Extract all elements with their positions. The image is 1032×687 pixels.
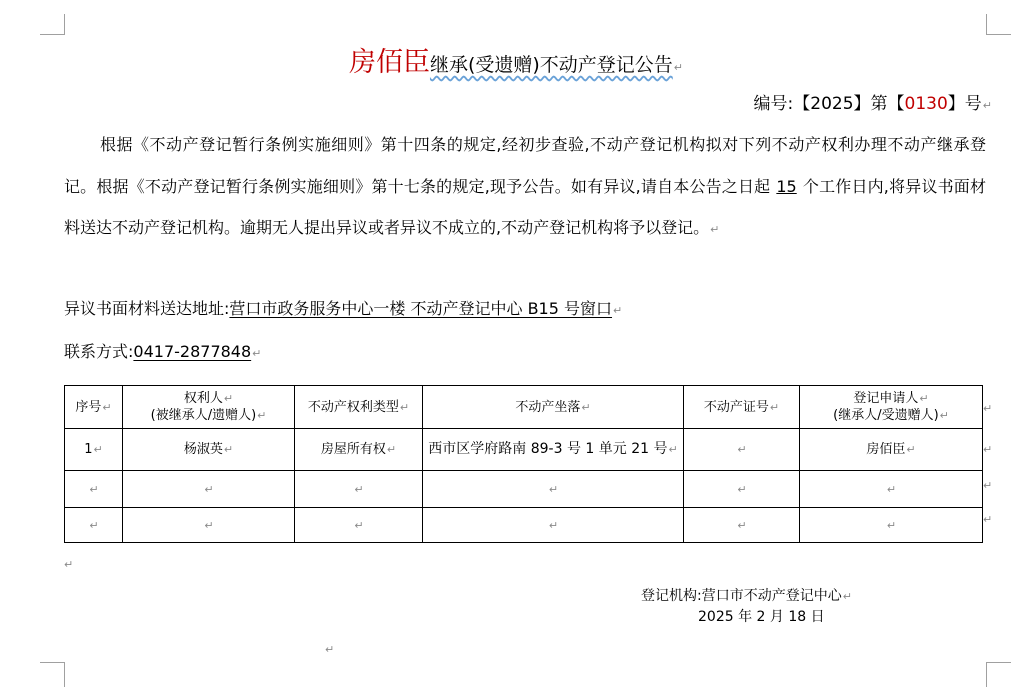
- address-value: 营口市政务服务中心一楼 不动产登记中心 B15 号窗口: [229, 299, 613, 318]
- header-cert-no: 不动产证号↵: [684, 386, 800, 429]
- header-owner: 权利人↵ (被继承人/遗赠人)↵: [123, 386, 295, 429]
- paragraph-mark-icon: ↵: [982, 99, 992, 112]
- table-row: [65, 429, 983, 471]
- contact-label: 联系方式:: [64, 342, 134, 361]
- serial-number: 编号:【2025】第【0130】号↵: [753, 94, 992, 114]
- paragraph-mark-icon: ↵: [673, 61, 684, 74]
- header-right-type: 不动产权利类型↵: [295, 386, 423, 429]
- contact-info: [64, 339, 261, 362]
- title-name: 房佰臣: [348, 47, 430, 78]
- paragraph-mark-icon: ↵: [710, 223, 720, 236]
- row-right-type: 房屋所有权↵: [295, 429, 423, 471]
- crop-mark-bottom-right: [986, 662, 1011, 687]
- row-end-mark-icon: ↵: [983, 479, 993, 492]
- row-cert-no: ↵: [684, 429, 800, 471]
- row-end-mark-icon: ↵: [983, 402, 993, 415]
- row-end-mark-icon: ↵: [983, 513, 993, 526]
- crop-mark-bottom-left: [40, 662, 65, 687]
- row-index: 1↵: [65, 429, 123, 471]
- table-row-empty: ↵ ↵ ↵ ↵ ↵ ↵: [65, 508, 983, 543]
- document-title: [0, 40, 1032, 79]
- table-header-row: [65, 386, 983, 429]
- table-row-empty: ↵ ↵ ↵ ↵ ↵ ↵: [65, 471, 983, 508]
- header-index: 序号↵: [65, 386, 123, 429]
- crop-mark-top-right: [986, 14, 1011, 35]
- row-end-mark-icon: ↵: [983, 443, 993, 456]
- address-label: 异议书面材料送达地址:: [64, 299, 230, 318]
- row-owner: 杨淑英↵: [123, 429, 295, 471]
- row-location: 西市区学府路南 89-3 号 1 单元 21 号↵: [423, 429, 684, 471]
- paragraph-mark-icon: ↵: [64, 558, 74, 571]
- crop-mark-top-left: [40, 14, 65, 35]
- serial-number-value: 0130: [904, 94, 948, 114]
- paragraph-mark-icon: ↵: [325, 643, 335, 656]
- announcement-date: 2025 年 2 月 18 日: [698, 609, 825, 625]
- title-text: 继承(受遗赠)不动产登记公告: [429, 54, 673, 76]
- registration-org: 登记机构:营口市不动产登记中心↵: [641, 588, 852, 604]
- paragraph-mark-icon: ↵: [842, 590, 852, 603]
- header-location: 不动产坐落↵: [423, 386, 684, 429]
- objection-address: [64, 296, 622, 319]
- contact-phone: 0417-2877848: [133, 342, 252, 361]
- row-applicant: 房佰臣↵: [800, 429, 983, 471]
- header-applicant: 登记申请人↵ (继承人/受遗赠人)↵: [800, 386, 983, 429]
- registration-table: [64, 385, 983, 543]
- announcement-body: 根据《不动产登记暂行条例实施细则》第十四条的规定,经初步查验,不动产登记机构拟对下列不动产权利办理不动产继承登记。根据《不动产登记暂行条例实施细则》第十七条的规定,现予公告。如有异议,请自本公告之日起 15 个工作日内,将异议书面材料送达不动产登记机构。逾期无人提出异议或者异议不成立的,不动产登记机构将予以登记。↵: [64, 135, 986, 237]
- paragraph-mark-icon: ↵: [613, 304, 623, 317]
- paragraph-mark-icon: ↵: [252, 347, 262, 360]
- objection-days: 15: [776, 176, 797, 196]
- serial-year: 2025: [810, 94, 854, 114]
